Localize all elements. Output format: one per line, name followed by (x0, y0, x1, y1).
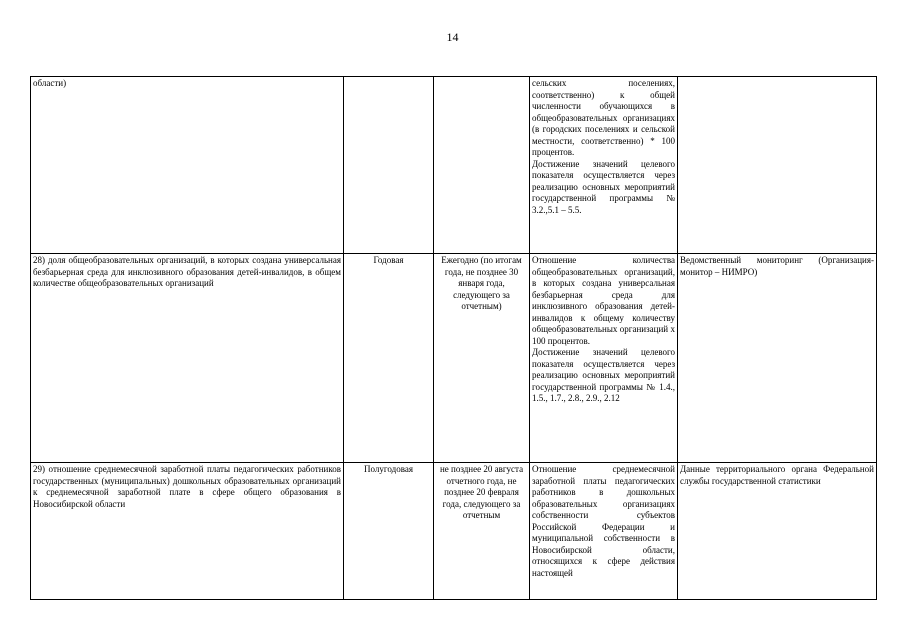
periodicity-cell (344, 77, 434, 254)
indicator-name-cell: 29) отношение среднемесячной заработной платы педагогических работников государственных (муниципальных) дошкольных образовательных организаций к среднемесячной заработной плате в сфере общего образования в Новосибирской области (31, 463, 344, 600)
table-row (31, 463, 877, 600)
indicators-table (30, 76, 877, 600)
deadline-cell: Ежегодно (по итогам года, не позднее 30 января года, следующего за отчетным) (434, 254, 530, 463)
indicator-name-cell: 28) доля общеобразовательных организаций, в которых создана универсальная безбарьерная среда для инклюзивного образования детей-инвалидов, в общем количестве общеобразовательных организаций (31, 254, 344, 463)
deadline-cell (434, 77, 530, 254)
deadline-cell: не позднее 20 августа отчетного года, не позднее 20 февраля года, следующего за отчетным (434, 463, 530, 600)
calculation-method-cell (530, 77, 678, 254)
calculation-method-paragraph: сельских поселениях, соответственно) к общей численности обучающихся в общеобразовательных организациях (в городских поселениях и сельской местности, соответственно) * 100 процентов. (532, 78, 675, 157)
table-row (31, 254, 877, 463)
data-source-cell: Данные территориального органа Федеральной службы государственной статистики (678, 463, 877, 600)
periodicity-cell: Полугодовая (344, 463, 434, 600)
calculation-method-paragraph: Отношение количества общеобразовательных организаций, в которых создана универсальная безбарьерная среда для инклюзивного образования детей-инвалидов к общему количеству общеобразовательных организаций x 100 процентов. (532, 255, 675, 346)
calculation-method-paragraph: Отношение среднемесячной заработной платы педагогических работников в дошкольных образовательных организациях собственности субъектов Российской Федерации и муниципальной собственности в Новосибирской области, относящихся к сфере действия настоящей (532, 464, 675, 578)
table-row (31, 77, 877, 254)
data-source-cell: Ведомственный мониторинг (Организация-монитор – НИМРО) (678, 254, 877, 463)
page-number: 14 (446, 30, 459, 44)
calculation-method-paragraph: Достижение значений целевого показателя осуществляется через реализацию основных мероприятий государственной программы № 1.4., 1.5., 1.7., 2.8., 2.9., 2.12 (532, 347, 675, 403)
indicator-name-cell: области) (31, 77, 344, 254)
calculation-method-cell (530, 463, 678, 600)
calculation-method-paragraph: Достижение значений целевого показателя осуществляется через реализацию основных мероприятий государственной программы № 3.2.,5.1 – 5.5. (532, 158, 675, 215)
periodicity-cell: Годовая (344, 254, 434, 463)
data-source-cell (678, 77, 877, 254)
calculation-method-cell (530, 254, 678, 463)
